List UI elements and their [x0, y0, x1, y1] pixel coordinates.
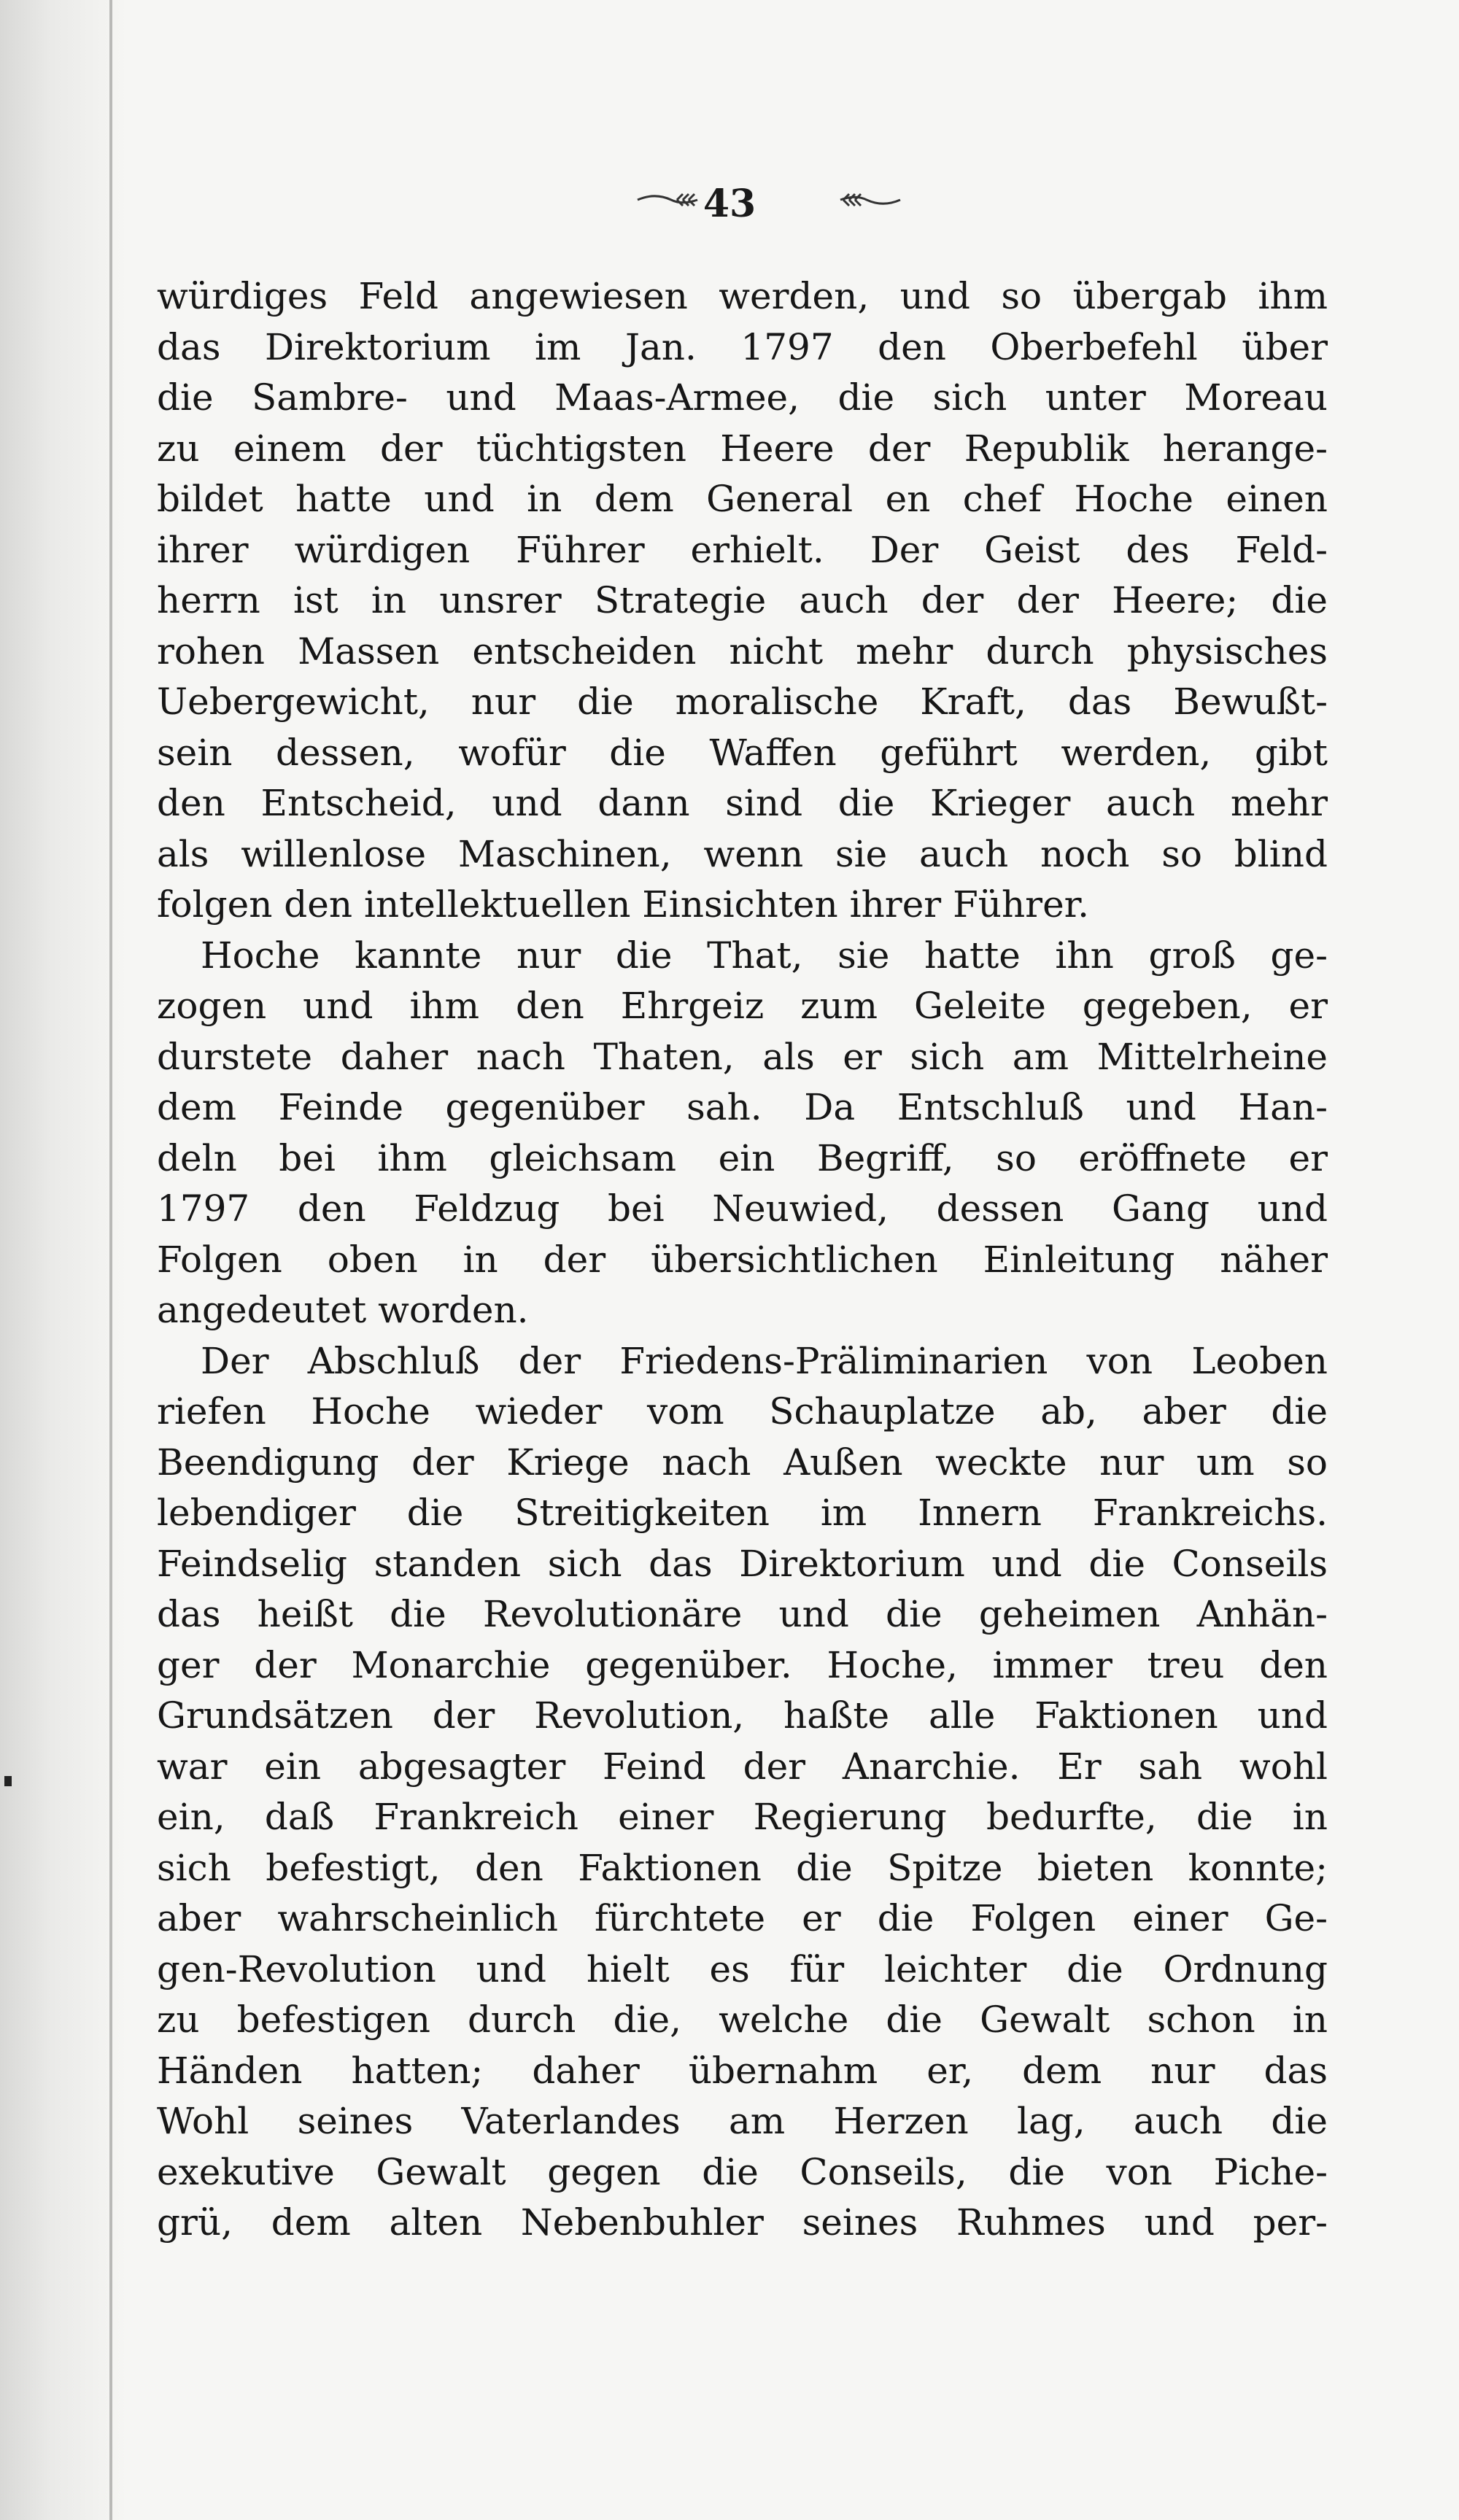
text-line: das Direktorium im Jan. 1797 den Oberbefehl über	[157, 325, 1328, 368]
text-line: sein dessen, wofür die Waffen geführt werden, gibt	[157, 731, 1328, 774]
text-line: riefen Hoche wieder vom Schauplatze ab, aber die	[157, 1390, 1328, 1432]
text-line: folgen den intellektuellen Einsichten ihrer Führer.	[157, 883, 1089, 926]
body-text	[157, 271, 1328, 2249]
text-line: zogen und ihm den Ehrgeiz zum Geleite gegeben, er	[157, 985, 1328, 1027]
text-line: angedeutet worden.	[157, 1289, 529, 1331]
text-line: sich befestigt, den Faktionen die Spitze bieten konnte;	[157, 1846, 1328, 1889]
page-number: 43	[703, 182, 756, 226]
text-line: 1797 den Feldzug bei Neuwied, dessen Gang und	[157, 1187, 1328, 1230]
text-line: deln bei ihm gleichsam ein Begriff, so eröffnete er	[157, 1136, 1328, 1179]
text-line: war ein abgesagter Feind der Anarchie. Er sah wohl	[157, 1745, 1328, 1788]
text-line: grü, dem alten Nebenbuhler seines Ruhmes und per-	[157, 2201, 1328, 2244]
margin-mark	[4, 1776, 12, 1786]
text-line: ihrer würdigen Führer erhielt. Der Geist des Feld-	[157, 528, 1328, 571]
page-header	[0, 179, 1459, 230]
text-line: Der Abschluß der Friedens-Präliminarien von Leoben	[201, 1339, 1328, 1382]
text-line: das heißt die Revolutionäre und die geheimen Anhän-	[157, 1593, 1328, 1635]
text-line: Wohl seines Vaterlandes am Herzen lag, auch die	[157, 2100, 1328, 2142]
text-line: Hoche kannte nur die That, sie hatte ihn groß ge-	[201, 934, 1328, 977]
text-line: ein, daß Frankreich einer Regierung bedurfte, die in	[157, 1796, 1328, 1838]
text-line: Händen hatten; daher übernahm er, dem nur das	[157, 2049, 1328, 2092]
right-ornament-icon	[837, 187, 903, 212]
text-line: rohen Massen entscheiden nicht mehr durch physisches	[157, 629, 1328, 672]
text-line: durstete daher nach Thaten, als er sich am Mittelrheine	[157, 1035, 1328, 1078]
text-line: würdiges Feld angewiesen werden, und so übergab ihm	[157, 275, 1328, 317]
text-line: die Sambre- und Maas-Armee, die sich unter Moreau	[157, 376, 1328, 419]
text-line: Folgen oben in der übersichtlichen Einleitung näher	[157, 1238, 1328, 1281]
text-line: als willenlose Maschinen, wenn sie auch noch so blind	[157, 832, 1328, 875]
text-line: Grundsätzen der Revolution, haßte alle Faktionen und	[157, 1694, 1328, 1737]
text-line: den Entscheid, und dann sind die Krieger auch mehr	[157, 782, 1328, 824]
binding-fold-line	[109, 0, 112, 2520]
text-line: exekutive Gewalt gegen die Conseils, die von Piche-	[157, 2150, 1328, 2193]
text-line: Feindselig standen sich das Direktorium und die Conseils	[157, 1542, 1328, 1585]
text-line: ger der Monarchie gegenüber. Hoche, immer treu den	[157, 1643, 1328, 1686]
text-line: Beendigung der Kriege nach Außen weckte nur um so	[157, 1441, 1328, 1484]
text-line: herrn ist in unsrer Strategie auch der der Heere; die	[157, 579, 1328, 621]
left-ornament-icon	[635, 187, 700, 212]
text-line: bildet hatte und in dem General en chef Hoche einen	[157, 478, 1328, 520]
text-line: zu befestigen durch die, welche die Gewalt schon in	[157, 1998, 1328, 2041]
text-line: gen-Revolution und hielt es für leichter die Ordnung	[157, 1947, 1328, 1990]
binding-gutter-shadow	[0, 0, 128, 2520]
text-line: Uebergewicht, nur die moralische Kraft, das Bewußt-	[157, 681, 1328, 723]
text-line: lebendiger die Streitigkeiten im Innern Frankreichs.	[157, 1492, 1328, 1534]
text-line: dem Feinde gegenüber sah. Da Entschluß und Han-	[157, 1086, 1328, 1128]
text-line: aber wahrscheinlich fürchtete er die Folgen einer Ge-	[157, 1897, 1328, 1939]
text-line: zu einem der tüchtigsten Heere der Republik herange-	[157, 427, 1328, 470]
